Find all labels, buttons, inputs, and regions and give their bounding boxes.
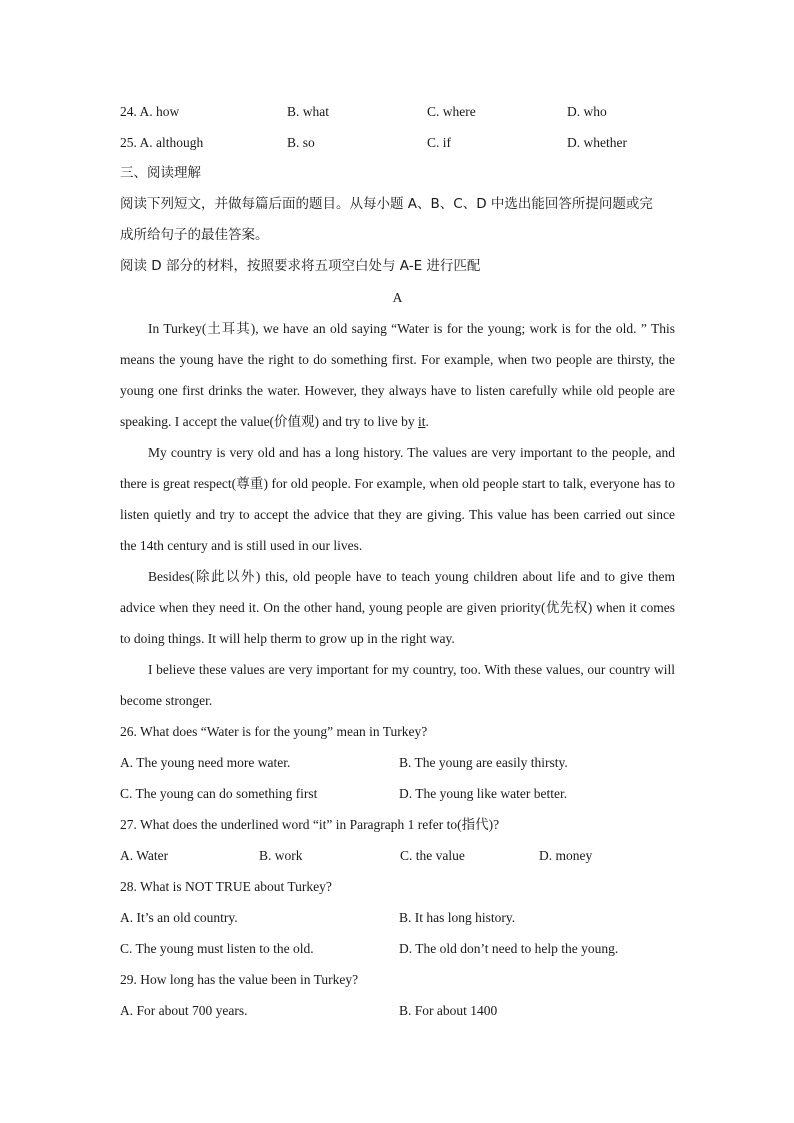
option-c: C. The young can do something first	[120, 786, 318, 801]
question-29-options-row-1	[120, 995, 675, 1026]
instructions-line-1: 阅读下列短文，并做每篇后面的题目。从每小题 A、B、C、D 中选出能回答所提问题或完	[120, 196, 653, 212]
option-a: A. For about 700 years.	[120, 1003, 248, 1018]
option-a: 24. A. how	[120, 104, 180, 119]
paragraph-1-text: In Turkey(土耳其), we have an old saying “Water is for the young; work is for the old. ” This means the young have the right to do something first. For example, when two people are thirsty, the young one first drinks the water. However, they always have to listen carefully while old people are speaking. I accept the value(价值观) and try to live by	[120, 321, 675, 429]
paragraph-2: My country is very old and has a long history. The values are very important to the people, and there is great respect(尊重) for old people. For example, when old people start to talk, everyone has to listen quietly and try to accept the advice that they are giving. This value has been carried out since the 14th century and is still used in our lives.	[120, 445, 675, 553]
paragraph-3: Besides(除此以外) this, old people have to teach young children about life and to give them advice when they need it. On the other hand, young people are given priority(优先权) when it comes to doing things. It will help therm to grow up in the right way.	[120, 569, 675, 646]
document-page	[120, 96, 675, 1026]
option-c: C. The young must listen to the old.	[120, 941, 314, 956]
option-b: B. work	[259, 848, 303, 863]
question-27-options	[120, 840, 675, 871]
question-28-options-row-2	[120, 933, 675, 964]
option-b: B. It has long history.	[399, 910, 516, 925]
option-a: A. Water	[120, 848, 169, 863]
option-d: D. The young like water better.	[399, 786, 568, 801]
question-25-options	[120, 127, 675, 158]
option-c: C. if	[427, 135, 452, 150]
passage-a	[120, 313, 675, 716]
option-b: B. For about 1400	[399, 1003, 498, 1018]
option-a: A. It’s an old country.	[120, 910, 238, 925]
question-29-stem: 29. How long has the value been in Turkey?	[120, 972, 359, 987]
option-c: C. the value	[400, 848, 465, 863]
question-28-options-row-1	[120, 902, 675, 933]
option-d: D. whether	[567, 135, 627, 150]
question-27-stem: 27. What does the underlined word “it” in Paragraph 1 refer to(指代)?	[120, 817, 500, 832]
section-title: 三、阅读理解	[120, 165, 201, 181]
passage-label: A	[392, 290, 403, 305]
underlined-it: it	[418, 414, 426, 429]
question-26-stem: 26. What does “Water is for the young” mean in Turkey?	[120, 724, 428, 739]
option-a: A. The young need more water.	[120, 755, 291, 770]
question-26-options-row-1	[120, 747, 675, 778]
option-b: B. so	[287, 135, 315, 150]
option-d: D. who	[567, 104, 607, 119]
option-c: C. where	[427, 104, 476, 119]
option-a: 25. A. although	[120, 135, 204, 150]
option-b: B. what	[287, 104, 329, 119]
paragraph-1	[120, 313, 675, 437]
instructions-line-2: 成所给句子的最佳答案。	[120, 227, 269, 243]
option-b: B. The young are easily thirsty.	[399, 755, 568, 770]
instructions-line-3: 阅读 D 部分的材料，按照要求将五项空白处与 A-E 进行匹配	[120, 258, 481, 274]
paragraph-4: I believe these values are very important for my country, too. With these values, our country will become stronger.	[120, 662, 675, 708]
question-24-options	[120, 96, 675, 127]
option-d: D. money	[539, 848, 593, 863]
question-26-options-row-2	[120, 778, 675, 809]
question-28-stem: 28. What is NOT TRUE about Turkey?	[120, 879, 332, 894]
option-d: D. The old don’t need to help the young.	[399, 941, 619, 956]
paragraph-1-end: .	[425, 414, 429, 429]
